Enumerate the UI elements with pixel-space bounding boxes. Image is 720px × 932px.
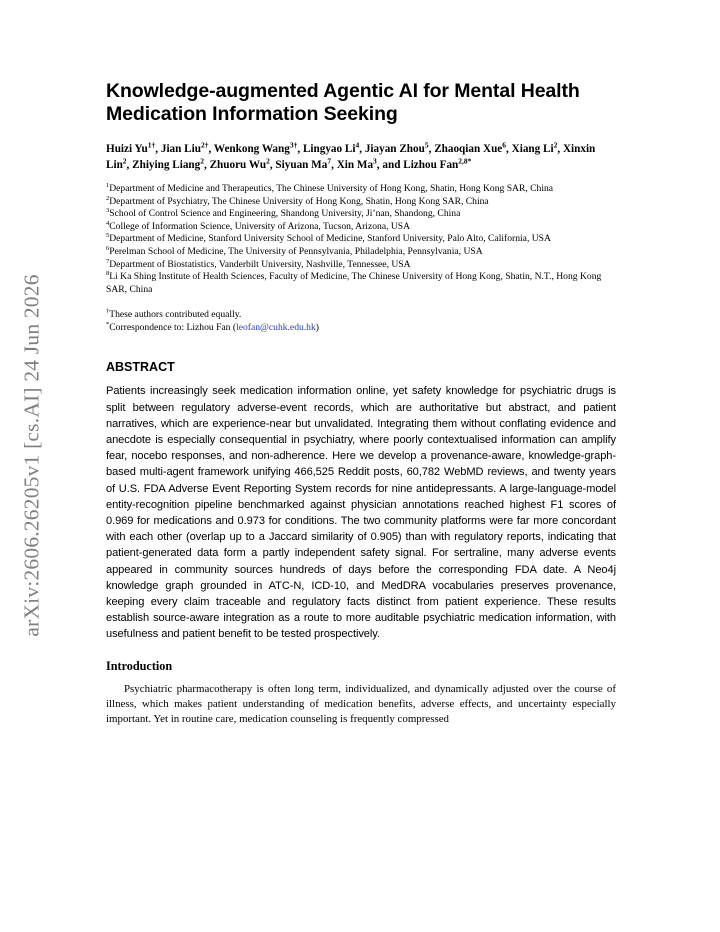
introduction-body: Psychiatric pharmacotherapy is often long term, individualized, and dynamically adjusted over the course of illness, which makes patient understanding of medication benefits, adverse effects, and uncertainty especially important. Yet in routine care, medication counseling is frequently compressed <box>106 682 616 725</box>
author-separator: , <box>359 143 365 155</box>
introduction-heading: Introduction <box>106 658 173 673</box>
affiliation-item <box>106 271 616 296</box>
author-affiliation-mark: 1† <box>147 140 156 150</box>
asterisk-mark: * <box>106 321 110 329</box>
author-name: Lingyao Li <box>302 143 356 155</box>
correspondence-email-link[interactable]: leofan@cuhk.edu.hk <box>236 322 316 334</box>
author-affiliation-mark: 2 <box>553 140 558 150</box>
author-affiliation-mark: 2 <box>266 156 270 166</box>
author-entry <box>403 156 472 171</box>
equal-contribution-note <box>106 308 616 321</box>
author-affiliation-mark: 2 <box>200 156 204 166</box>
arxiv-identifier-text: arXiv:2606.26205v1 [cs.AI] 24 Jun 2026 <box>19 273 44 637</box>
author-name: Zhaoqian Xue <box>434 143 503 155</box>
affiliation-number: 5 <box>106 232 110 240</box>
author-name: Xinxin Lin <box>106 143 596 171</box>
paper-title: Knowledge-augmented Agentic AI for Mental Health Medication Information Seeking <box>106 80 580 125</box>
author-name: Jiayan Zhou <box>364 143 425 155</box>
author-entry <box>213 140 303 155</box>
affiliation-number: 8 <box>106 269 110 277</box>
author-affiliation-mark: 2,8* <box>458 156 472 166</box>
affiliation-number: 1 <box>106 181 110 189</box>
author-separator: , <box>208 143 214 155</box>
equal-contribution-text: These authors contributed equally. <box>109 309 242 321</box>
author-entry <box>209 156 276 171</box>
affiliation-item <box>106 208 616 221</box>
affiliation-item <box>106 246 616 259</box>
affiliation-text: Department of Medicine, Stanford University School of Medicine, Stanford University, Palo Alto, California, USA <box>109 233 551 245</box>
affiliation-text: Department of Biostatistics, Vanderbilt University, Nashville, Tennessee, USA <box>109 258 411 270</box>
affiliation-number: 4 <box>106 219 110 227</box>
author-name: Xin Ma <box>336 159 374 171</box>
author-affiliation-mark: 7 <box>327 156 332 166</box>
author-entry <box>132 156 210 171</box>
author-separator: , <box>155 143 161 155</box>
author-entry <box>336 156 404 171</box>
author-name: Huizi Yu <box>106 143 148 155</box>
author-name: Siyuan Ma <box>275 159 328 171</box>
author-entry <box>364 140 435 155</box>
author-name: Zhuoru Wu <box>209 159 267 171</box>
author-affiliation-mark: 6 <box>502 140 507 150</box>
author-list <box>106 141 616 173</box>
author-separator: , <box>557 143 563 155</box>
affiliation-text: Department of Medicine and Therapeutics, The Chinese University of Hong Kong, Shatin, Hong Kong SAR, China <box>109 183 554 194</box>
affiliation-item <box>106 196 616 209</box>
author-name: Lizhou Fan <box>403 159 459 171</box>
affiliation-item <box>106 259 616 272</box>
affiliation-text: School of Control Science and Engineering, Shandong University, Ji’nan, Shandong, China <box>109 208 461 220</box>
author-entry <box>434 140 512 155</box>
affiliation-number: 2 <box>106 194 110 202</box>
correspondence-close: ) <box>315 322 319 334</box>
author-separator: , <box>297 143 303 155</box>
affiliation-item <box>106 183 616 196</box>
arxiv-identifier-stamp <box>14 265 50 645</box>
abstract-heading: ABSTRACT <box>106 360 175 375</box>
author-separator: , <box>126 159 133 171</box>
correspondence-text: Correspondence to: Lizhou Fan ( <box>109 322 237 334</box>
affiliation-text: Department of Psychiatry, The Chinese University of Hong Kong, Shatin, Hong Kong SAR, China <box>109 195 489 207</box>
affiliation-text: Li Ka Shing Institute of Health Sciences, Faculty of Medicine, The Chinese University of Hong Kong, Shatin, N.T., Hong Kong SAR, China <box>106 271 602 295</box>
affiliation-text: Perelman School of Medicine, The University of Pennsylvania, Philadelphia, Pennsylvania, USA <box>109 245 483 257</box>
dagger-mark: † <box>106 308 110 316</box>
correspondence-note <box>106 321 616 334</box>
paper-first-page <box>106 80 616 727</box>
author-entry <box>275 156 337 171</box>
affiliation-item <box>106 221 616 234</box>
author-separator: , <box>506 143 512 155</box>
author-separator: , <box>428 143 435 155</box>
author-separator: , <box>203 159 210 171</box>
author-entry <box>511 140 563 155</box>
author-separator: , <box>269 159 276 171</box>
affiliation-number: 3 <box>106 207 110 214</box>
author-name: Zhiying Liang <box>132 159 201 171</box>
affiliation-number: 7 <box>106 257 110 265</box>
author-entry <box>302 140 365 155</box>
abstract-body: Patients increasingly seek medication information online, yet safety knowledge for psychiatric drugs is split between regulatory adverse-event records, which are authoritative but abstract, and patient narratives, which are experience-near but unvalidated. Integrating them without conflating evidence and anecdote is especially consequential in psychiatry, where poorly contextualised information can amplify fear, nocebo responses, and non-adherence. Here we develop a provenance-aware, knowledge-graph-based multi-agent framework unifying 466,525 Reddit posts, 60,782 WebMD reviews, and twenty years of U.S. FDA Adverse Event Reporting System records for nine antidepressants. A large-language-model entity-recognition pipeline benchmarked against physician annotations reached highest F1 scores of 0.969 for medications and 0.973 for conditions. The two community platforms were far more concordant with each other (overlap up to a Jaccard similarity of 0.905) than with regulatory reports, indicating that patient-generated data form a partly independent safety signal. For sertraline, many adverse events appeared in community sources hundreds of days before the corresponding FDA date. A Neo4j knowledge graph grounded in ATC-N, ICD-10, and MedDRA vocabularies preserves provenance, keeping every claim traceable and regulatory facts distinct from patient experience. These results establish source-aware integration as a route to more auditable psychiatric medication information, with usefulness and patient benefit to be tested prospectively. <box>106 385 616 641</box>
author-notes <box>106 308 616 334</box>
author-name: Xiang Li <box>511 143 554 155</box>
author-entry <box>106 140 161 155</box>
author-affiliation-mark: 5 <box>424 140 429 150</box>
author-affiliation-mark: 3† <box>289 140 298 150</box>
author-name: Jian Liu <box>160 143 201 155</box>
author-separator: , <box>331 159 337 171</box>
author-affiliation-mark: 3 <box>373 156 377 166</box>
affiliation-list <box>106 183 616 296</box>
author-affiliation-mark: 4 <box>355 140 360 150</box>
affiliation-item <box>106 233 616 246</box>
affiliation-number: 6 <box>106 244 110 252</box>
author-entry <box>160 140 214 155</box>
author-name: Wenkong Wang <box>213 143 290 155</box>
affiliation-text: College of Information Science, University of Arizona, Tucson, Arizona, USA <box>109 220 411 232</box>
author-affiliation-mark: 2 <box>122 156 127 166</box>
author-separator: , and <box>376 159 404 171</box>
author-affiliation-mark: 2† <box>200 140 209 150</box>
